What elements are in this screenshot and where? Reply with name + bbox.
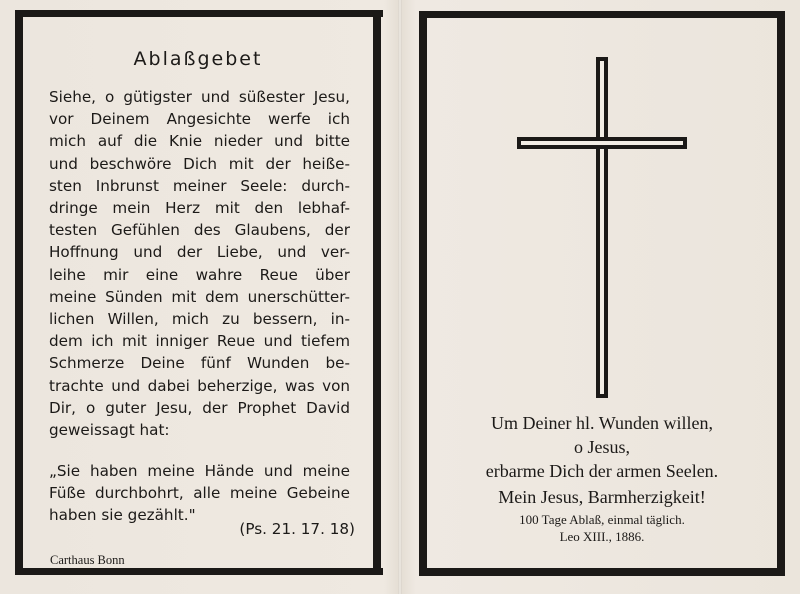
prayer-line: testen Gefühlen des Glaubens, der <box>49 221 350 240</box>
quote-line: „Sie haben meine Hände und meine <box>49 462 350 480</box>
prayer-line: lichen Willen, mich zu bessern, in- <box>49 310 350 329</box>
ejaculation-verse <box>427 411 777 509</box>
prayer-line: trachte und dabei beherzige, was von <box>49 376 350 395</box>
border-bottom <box>15 568 383 575</box>
indulgence-line: 100 Tage Ablaß, einmal täglich. <box>519 512 685 527</box>
left-panel <box>15 10 383 576</box>
border-right <box>777 11 785 576</box>
prayer-line: geweissagt hat: <box>49 421 170 440</box>
prayer-line: Siehe, o gütigster und süßester Jesu, <box>49 88 350 106</box>
psalm-citation: (Ps. 21. 17. 18) <box>239 520 355 538</box>
prayer-line: Dir, o guter Jesu, der Prophet David <box>49 398 350 417</box>
prayer-line: sten Inbrunst meiner Seele: durch- <box>49 176 350 195</box>
indulgence-line: Leo XIII., 1886. <box>559 529 645 544</box>
verse-line: Um Deiner hl. Wunden willen, <box>491 413 713 433</box>
prayer-line: Hoffnung und der Liebe, und ver- <box>49 243 350 262</box>
prayer-body <box>49 86 350 441</box>
border-top <box>419 11 785 18</box>
border-top <box>15 10 383 17</box>
prayer-line: Schmerze Deine fünf Wunden be- <box>49 354 350 373</box>
quote-line: haben sie gezählt." <box>49 506 196 525</box>
verse-line: erbarme Dich der armen Seelen. <box>485 461 719 481</box>
prayer-line: leihe mir eine wahre Reue über <box>49 265 350 284</box>
prayer-line: dringe mein Herz mit den lebhaf- <box>49 199 350 218</box>
psalm-quote <box>49 460 350 527</box>
card-fold <box>398 0 402 594</box>
quote-line: Füße durchbohrt, alle meine Gebeine <box>49 484 350 503</box>
prayer-title: Ablaßgebet <box>133 48 263 70</box>
publisher-imprint: Carthaus Bonn <box>50 553 125 567</box>
indulgence-note <box>427 511 777 545</box>
prayer-line: dem ich mit inniger Reue und tiefem <box>49 332 350 351</box>
border-left <box>419 11 427 576</box>
border-left <box>15 10 23 575</box>
border-bottom <box>419 568 785 576</box>
prayer-line: und beschwöre Dich mit der heiße- <box>49 154 350 173</box>
verse-line: Mein Jesus, Barmherzigkeit! <box>498 487 706 507</box>
latin-cross-icon <box>515 55 689 401</box>
prayer-line: mich auf die Knie nieder und bitte <box>49 132 350 151</box>
border-right <box>373 10 381 575</box>
verse-line: o Jesus, <box>573 437 630 457</box>
prayer-line: vor Deinem Angesichte werfe ich <box>49 110 350 129</box>
right-panel <box>419 11 787 577</box>
prayer-line: meine Sünden mit dem unerschütter- <box>49 287 350 306</box>
